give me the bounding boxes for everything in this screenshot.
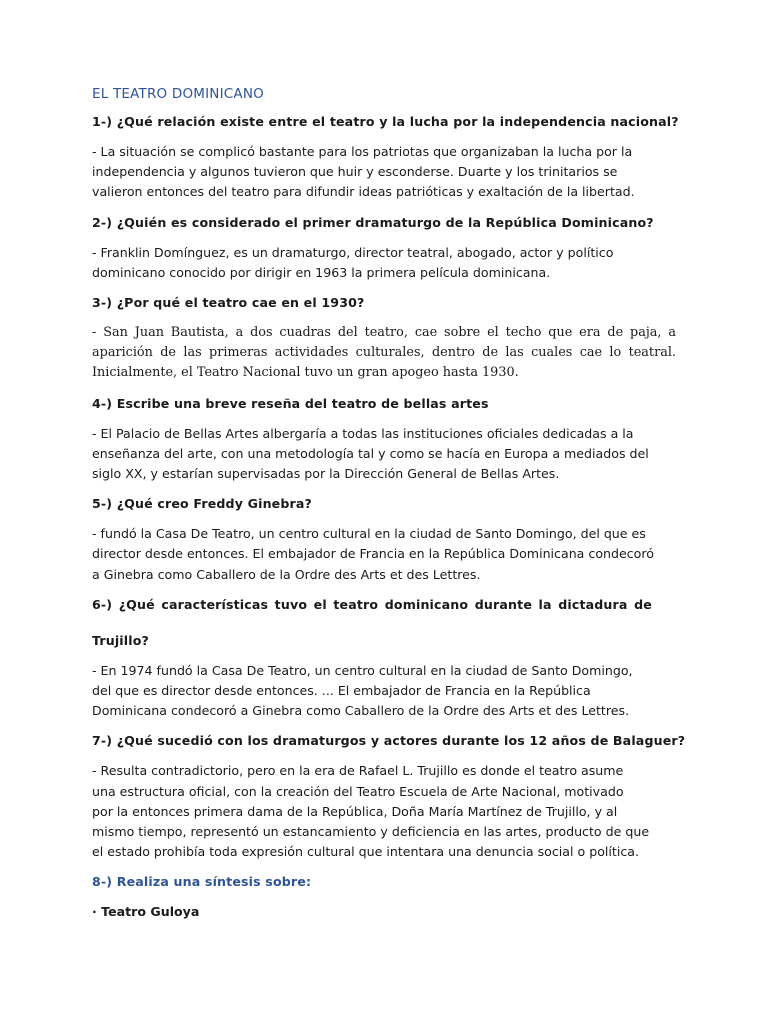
answer-line: dominicano conocido por dirigir en 1963 la primera película dominicana.	[92, 264, 551, 280]
answer-line: aparición de las primeras actividades culturales, dentro de las cuales cae lo teatral.	[92, 345, 676, 361]
answer-line: valieron entonces del teatro para difundir ideas patrióticas y exaltación de la libertad.	[92, 184, 635, 200]
document-page	[92, 86, 686, 922]
answer-3	[92, 323, 676, 384]
answer-line: - Franklin Domínguez, es un dramaturgo, director teatral, abogado, actor y político	[92, 244, 614, 260]
answer-line: Inicialmente, el Teatro Nacional tuvo un gran apogeo hasta 1930.	[92, 365, 519, 381]
question-6-continued: Trujillo?	[92, 632, 149, 648]
answer-line: el estado prohibía toda expresión cultural que intentara una denuncia social o política.	[92, 844, 640, 860]
answer-line: - fundó la Casa De Teatro, un centro cultural en la ciudad de Santo Domingo, del que es	[92, 526, 646, 542]
question-6: 6-) ¿Qué características tuvo el teatro dominicano durante la dictadura de	[92, 596, 652, 612]
document-title: EL TEATRO DOMINICANO	[92, 86, 264, 102]
answer-5	[92, 524, 676, 585]
question-2: 2-) ¿Quién es considerado el primer dramaturgo de la República Dominicano?	[92, 214, 654, 230]
answer-2	[92, 243, 676, 283]
question-8: 8-) Realiza una síntesis sobre:	[92, 874, 312, 890]
answer-line: - La situación se complicó bastante para los patriotas que organizaban la lucha por la	[92, 144, 633, 159]
question-1: 1-) ¿Qué relación existe entre el teatro y la lucha por la independencia nacional?	[92, 114, 679, 129]
bullet-item: · Teatro Guloya	[92, 904, 200, 920]
answer-line: por la entonces primera dama de la República, Doña María Martínez de Trujillo, y al	[92, 803, 618, 819]
answer-line: - Resulta contradictorio, pero en la era de Rafael L. Trujillo es donde el teatro asume	[92, 763, 624, 779]
answer-line: Dominicana condecoró a Ginebra como Caballero de la Ordre des Arts et des Lettres.	[92, 703, 630, 719]
question-7: 7-) ¿Qué sucedió con los dramaturgos y actores durante los 12 años de Balaguer?	[92, 733, 686, 749]
answer-line: - San Juan Bautista, a dos cuadras del teatro, cae sobre el techo que era de paja, a	[92, 325, 676, 341]
answer-1	[92, 142, 676, 203]
answer-line: una estructura oficial, con la creación del Teatro Escuela de Arte Nacional, motivado	[92, 783, 624, 799]
answer-6	[92, 661, 676, 722]
question-4: 4-) Escribe una breve reseña del teatro de bellas artes	[92, 395, 489, 411]
answer-line: independencia y algunos tuvieron que huir y esconderse. Duarte y los trinitarios se	[92, 164, 618, 180]
question-3: 3-) ¿Por qué el teatro cae en el 1930?	[92, 295, 365, 311]
answer-line: - El Palacio de Bellas Artes albergaría a todas las instituciones oficiales dedicadas a la	[92, 425, 634, 441]
answer-line: siglo XX, y estarían supervisadas por la Dirección General de Bellas Artes.	[92, 466, 560, 482]
answer-line: del que es director desde entonces. ... El embajador de Francia en la República	[92, 683, 591, 699]
answer-line: director desde entonces. El embajador de Francia en la República Dominicana condecoró	[92, 546, 654, 562]
answer-line: - En 1974 fundó la Casa De Teatro, un centro cultural en la ciudad de Santo Domingo,	[92, 662, 633, 678]
answer-line: enseñanza del arte, con una metodología tal y como se hacía en Europa a mediados del	[92, 445, 649, 461]
answer-4	[92, 424, 676, 485]
question-5: 5-) ¿Qué creo Freddy Ginebra?	[92, 496, 312, 512]
answer-line: a Ginebra como Caballero de la Ordre des Arts et des Lettres.	[92, 566, 481, 582]
answer-line: mismo tiempo, representó un estancamiento y deficiencia en las artes, producto de que	[92, 824, 650, 840]
answer-7	[92, 761, 676, 862]
